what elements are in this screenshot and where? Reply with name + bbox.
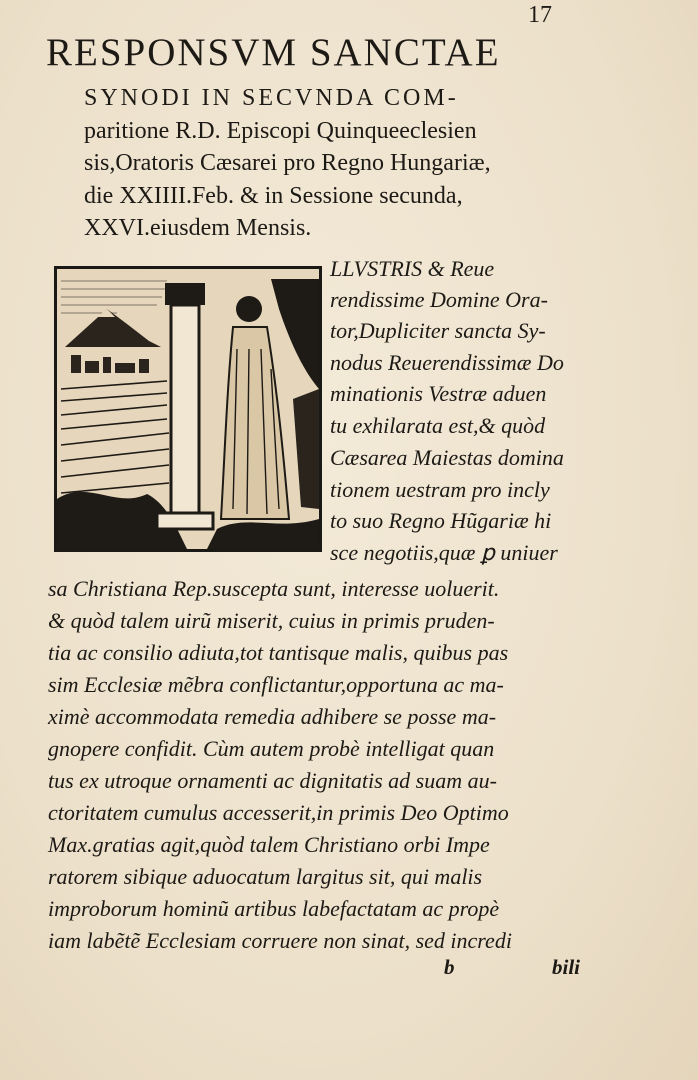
catchword: bili <box>552 955 581 979</box>
text-line: gnopere confidit. Cùm autem probè intelligat quan <box>48 736 495 761</box>
decorated-initial-i <box>54 266 322 552</box>
text-line: sim Ecclesiæ mẽbra conflictantur,opportuna ac ma- <box>48 672 504 697</box>
text-line: tia ac consilio adiuta,tot tantisque malis, quibus pas <box>48 640 509 665</box>
text-line: ratorem sibique aduocatum largitus sit, qui malis <box>48 864 483 889</box>
text-line: Cæsarea Maiestas domina <box>330 445 564 470</box>
heading-block <box>84 82 604 245</box>
text-line: nodus Reuerendissimæ Do <box>330 350 564 375</box>
text-line: tor,Dupliciter sancta Sy- <box>330 318 546 343</box>
text-line: & quòd talem uirũ miserit, cuius in primis pruden- <box>48 608 495 633</box>
heading-line: paritione R.D. Episcopi Quinqueeclesien <box>84 117 477 144</box>
text-line: rendissime Domine Ora- <box>330 287 548 312</box>
text-line: sce negotiis,quæ ꝑ uniuer <box>330 540 558 565</box>
text-line: improborum hominũ artibus labefactatam ac propè <box>48 896 500 921</box>
text-line: tu exhilarata est,& quòd <box>330 413 546 438</box>
text-line: ctoritatem cumulus accesserit,in primis Deo Optimo <box>48 800 509 825</box>
woodcut-illustration <box>57 269 319 549</box>
heading-line: die XXIIII.Feb. & in Sessione secunda, <box>84 182 463 209</box>
text-line: tus ex utroque ornamenti ac dignitatis ad suam au- <box>48 768 497 793</box>
text-line: iam labẽtẽ Ecclesiam corruere non sinat, sed incredi <box>48 928 512 953</box>
heading-line: sis,Oratoris Cæsarei pro Regno Hungariæ, <box>84 150 491 176</box>
text-line: minationis Vestræ aduen <box>330 381 547 406</box>
page-title: RESPONSVM SANCTAE <box>46 31 501 74</box>
heading-line: XXVI.eiusdem Mensis. <box>84 215 312 241</box>
heading-line: SYNODI IN SECVNDA COM- <box>84 85 459 111</box>
page-number: 17 <box>528 2 552 28</box>
text-line: to suo Regno Hũgariæ hi <box>330 508 552 533</box>
text-line: tionem uestram pro incly <box>330 477 550 502</box>
text-line: LLVSTRIS & Reue <box>330 256 495 281</box>
text-line: ximè accommodata remedia adhibere se posse ma- <box>48 704 497 729</box>
text-line: Max.gratias agit,quòd talem Christiano orbi Impe <box>48 832 490 857</box>
text-line: sa Christiana Rep.suscepta sunt, interesse uoluerit. <box>48 576 500 601</box>
signature-mark: b <box>444 955 455 979</box>
